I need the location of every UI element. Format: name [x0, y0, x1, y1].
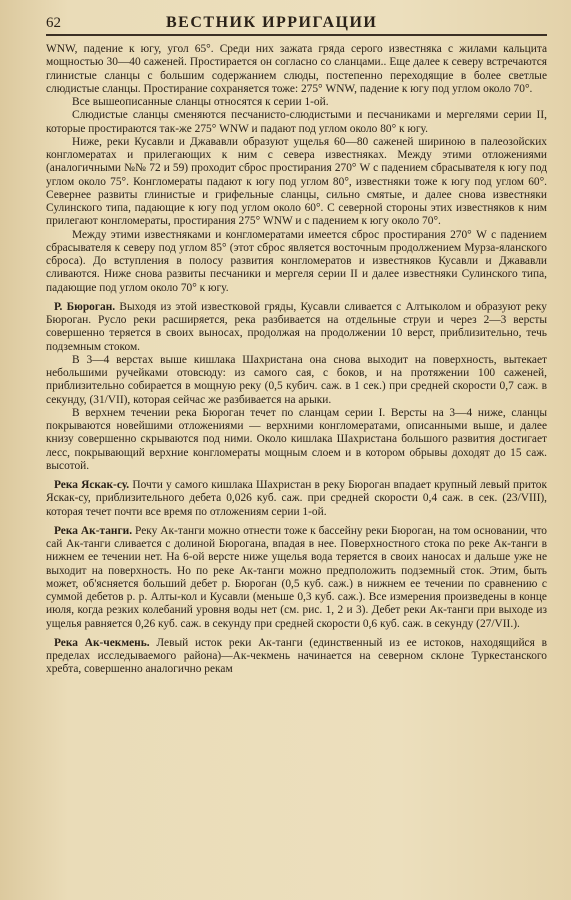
- section-heading: Река Яскак-су.: [54, 479, 130, 491]
- paragraph: [46, 229, 547, 295]
- paragraph: [46, 301, 547, 354]
- paragraph-text: Между этими известняками и конгломератами имеется сброс простирания 270° W с падением сбрасывателя к северу под углом 85° (этот сброс является восточным продолжением Мурза-яланского сброса). До вступления в полосу развития конгломератов и известняков Кусавли и Джававли сливаются. Ниже снова развиты песчаники и мергеля серии II и далее известняки Сулинского типа, падающие под углом около 70° к югу.: [46, 228, 547, 294]
- page-number: 62: [46, 15, 61, 31]
- paragraph: [46, 136, 547, 229]
- paragraph-text: Реку Ак-танги можно отнести тоже к бассейну реки Бюроган, на том основании, что сай Ак-танги сливается с долиной Бюрогана, впадая в нее. Поверхностного стока по реке Ак-танги в нижнем ее течении нет. На 6-ой версте ниже ущелья вода теряется в своих наносах и дальше уже не выходит на поверхность. Но по реке Ак-танги можно предположить подземный сток. Этим, быть может, об'ясняется больший дебет р. Бюроган (0,5 куб. саж.) в нижнем ее течении по сравнению с суммой дебетов р. р. Алты-кол и Кусавли (меньше 0,3 куб. саж.). Все измерения произведены в конце июля, когда резких колебаний уровня воды нет (см. рис. 1, 2 и 3). Дебет реки Ак-танги при выходе из ущелья равняется 0,26 куб. саж. в секунду при средней скорости 0,6 куб. саж. в секунду (27/VII.).: [46, 524, 547, 630]
- paragraph: [46, 525, 547, 631]
- article-body: [46, 43, 547, 677]
- paragraph-text: В 3—4 верстах выше кишлака Шахристана она снова выходит на поверхность, вытекает небольшими ручейками отовсюду: из самого сая, с боков, и на протяжении 100 саженей, приблизительно собирается в мощную реку (0,5 кубич. саж. в 1 сек.) при средней скорости 0,7 саж. в секунду, (31/VII), которая сейчас же разбивается на арыки.: [46, 353, 547, 406]
- paragraph-text: Слюдистые сланцы сменяются песчанисто-слюдистыми и песчаниками и мергелями серии II, которые простираются так-же 275° WNW и падают под углом около 80° к югу.: [46, 109, 547, 135]
- paragraph-text: Ниже, реки Кусавли и Джававли образуют ущелья 60—80 саженей шириною в палеозойских конгломератах и прилегающих к ним с севера известняках. Между этими отложениями (аналогичными №№ 72 и 59) проходит сброс простирания 270° W с падением сбрасывателя к югу под углом около 75°. Конгломераты падают к югу под углом 80°, известняки тоже к югу под углом 60°. Севернее развиты глинистые и грифельные сланцы, сильно смятые, и далее снова известняки Сулинского типа, падающие к югу под углом около 60°. С северной стороны этих известняков к ним прилегают конгломераты, простирания 275° WNW и с падением к югу около 70°.: [46, 135, 547, 228]
- paragraph-text: Все вышеописанные сланцы относятся к серии 1-ой.: [72, 96, 329, 108]
- paragraph: [46, 354, 547, 407]
- paragraph: [46, 637, 547, 677]
- paragraph-text: WNW, падение к югу, угол 65°. Среди них зажата гряда серого известняка с жилами кальцита мощностью 30—40 саженей. Простирается он согласно со сланцами.. Еще далее к северу встречаются глинистые сланцы с большим содержанием слюды, постепенно переходящие в более светлые слюдистые сланцы. Простирание сохраняется тоже: 275° WNW, падение к югу под углом около 70°.: [46, 43, 547, 95]
- paragraph: [46, 109, 547, 136]
- paragraph: [46, 479, 547, 519]
- section-heading: Река Ак-танги.: [54, 524, 133, 537]
- section-heading: Р. Бюроган.: [54, 300, 116, 313]
- paragraph-text: Левый исток реки Ак-танги (единственный из ее истоков, находящийся в пределах исследываемого района)—Ак-чекмень начинается на северном склоне Туркестанского хребта, совершенно аналогично рекам: [46, 636, 547, 676]
- running-header: [46, 14, 547, 36]
- paragraph: [46, 96, 547, 109]
- paragraph-text: В верхнем течении река Бюроган течет по сланцам серии I. Версты на 3—4 ниже, сланцы покрываются новейшими отложениями — верхними конгломератами, описанными выше, и далее книзу совершенно скрываются под ними. Около кишлака Шахристана большого развития достигает лесс, покрывающий верхние конгломераты мощным слоем и в котором обрывы доходят до 15 саж. высотой.: [46, 406, 547, 472]
- paragraph-text: Выходя из этой известковой гряды, Кусавли сливается с Алтыколом и образуют реку Бюроган. Русло реки расширяется, река разбивается на отдельные струи и через 2—3 версты совершенно теряется в своих выносах, продолжая на продолжении 10 верст, приблизительно, течь подземным стоком.: [46, 300, 547, 353]
- paragraph: [46, 407, 547, 473]
- journal-title: ВЕСТНИК ИРРИГАЦИИ: [166, 14, 378, 31]
- section-heading: Река Ак-чекмень.: [54, 636, 150, 649]
- paragraph: [46, 43, 547, 96]
- paragraph-text: Почти у самого кишлака Шахристан в реку Бюроган впадает крупный левый приток Яскак-су, приблизительного дебета 0,026 куб. саж. при средней скорости 0,4 саж. в сек. (23/VIII), которая течет почти все время по отложениям серии 1-ой.: [46, 479, 547, 518]
